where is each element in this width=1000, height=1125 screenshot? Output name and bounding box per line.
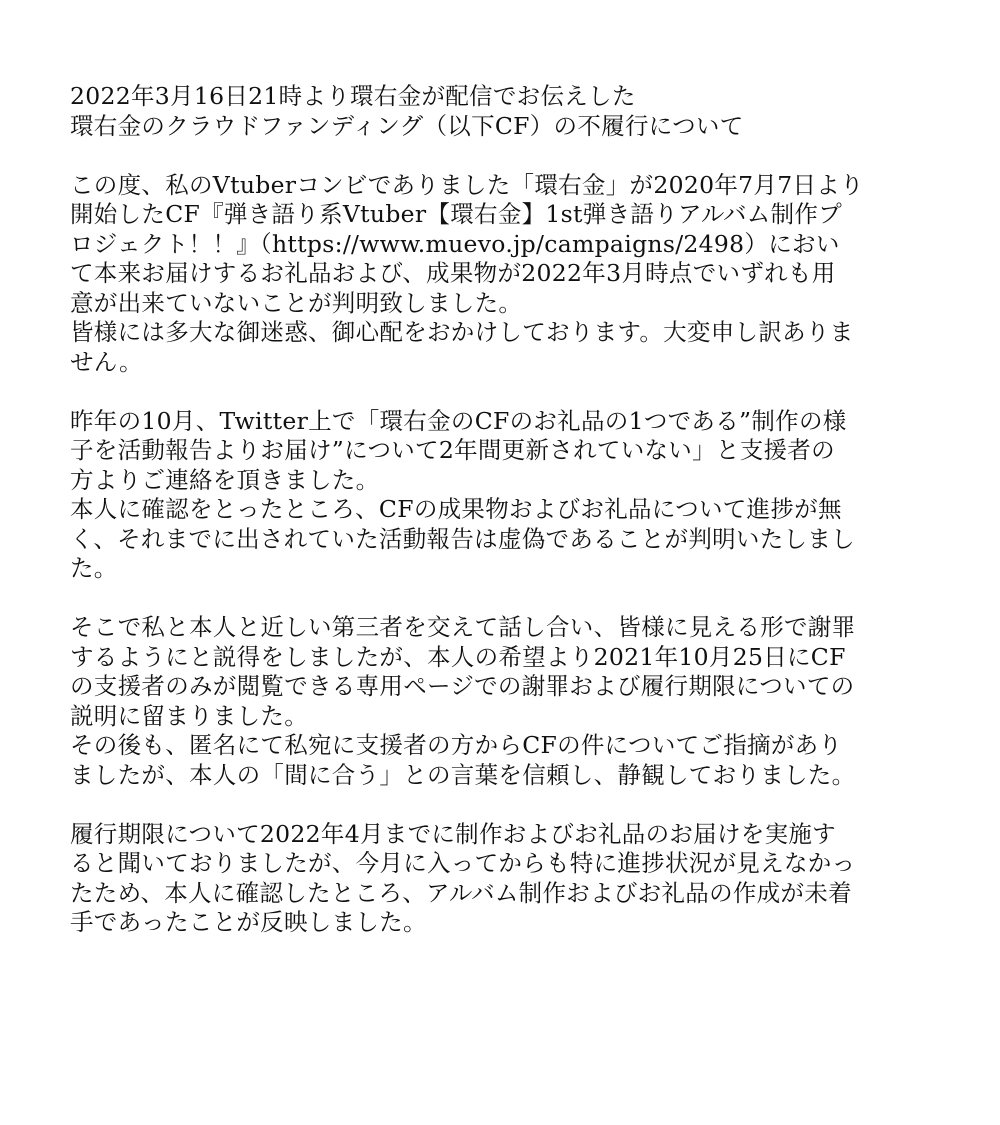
- text-line: 説明に留まりました。: [70, 701, 308, 730]
- paragraph-3: [70, 613, 934, 790]
- text-line: 昨年の10月、Twitter上で「環右金のCFのお礼品の1つである”制作の様: [70, 406, 847, 435]
- paragraph-4: [70, 820, 934, 938]
- text-line: 手であったことが反映しました。: [70, 908, 427, 936]
- text-line: せん。: [70, 347, 143, 376]
- text-line: するようにと説得をしましたが、本人の希望より2021年10月25日にCF: [70, 642, 846, 671]
- text-line: て本来お届けするお礼品および、成果物が2022年3月時点でいずれも用: [70, 259, 836, 287]
- text-line: 本人に確認をとったところ、CFの成果物およびお礼品について進捗が無: [70, 495, 842, 523]
- text-line: その後も、匿名にて私宛に支援者の方からCFの件についてご指摘があり: [70, 731, 843, 759]
- paragraph-gap: [70, 141, 934, 171]
- document-heading: [70, 82, 934, 141]
- paragraph-gap: [70, 377, 934, 407]
- paragraph-2: [70, 407, 934, 584]
- text-line: ると聞いておりましたが、今月に入ってからも特に進捗状況が見えなかっ: [70, 849, 856, 877]
- text-line: の支援者のみが閲覧できる専用ページでの謝罪および履行期限についての: [70, 672, 855, 700]
- text-line: 子を活動報告よりお届け”について2年間更新されていない」と支援者の: [70, 436, 835, 464]
- text-line: 方よりご連絡を頂きました。: [70, 465, 380, 494]
- heading-line: 2022年3月16日21時より環右金が配信でお伝えした: [70, 82, 636, 110]
- text-line: く、それまでに出されていた活動報告は虚偽であることが判明いたしまし: [70, 524, 855, 553]
- text-line: 開始したCF『弾き語り系Vtuber【環右金】1st弾き語りアルバム制作プ: [70, 200, 842, 228]
- paragraph-gap: [70, 790, 934, 820]
- text-line: 意が出来ていないことが判明致しました。: [70, 288, 523, 317]
- text-line: ましたが、本人の「間に合う」との言葉を信頼し、静観しておりました。: [70, 760, 856, 789]
- text-line: 履行期限について2022年4月までに制作およびお礼品のお届けを実施す: [70, 819, 836, 848]
- text-line: この度、私のVtuberコンビでありました「環右金」が2020年7月7日より: [70, 170, 864, 199]
- text-line: 皆様には多大な御迷惑、御心配をおかけしております。大変申し訳ありま: [70, 318, 854, 346]
- text-line: たため、本人に確認したところ、アルバム制作およびお礼品の作成が未着: [70, 878, 852, 907]
- text-line: た。: [70, 554, 118, 582]
- heading-line: 環右金のクラウドファンディング（以下CF）の不履行について: [70, 111, 744, 140]
- paragraph-1: [70, 171, 934, 378]
- paragraph-gap: [70, 584, 934, 614]
- text-line: そこで私と本人と近しい第三者を交えて話し合い、皆様に見える形で謝罪: [70, 613, 856, 641]
- document-body: [70, 82, 934, 938]
- text-line: ロジェクト！！』（https://www.muevo.jp/campaigns/2498）におい: [70, 229, 840, 258]
